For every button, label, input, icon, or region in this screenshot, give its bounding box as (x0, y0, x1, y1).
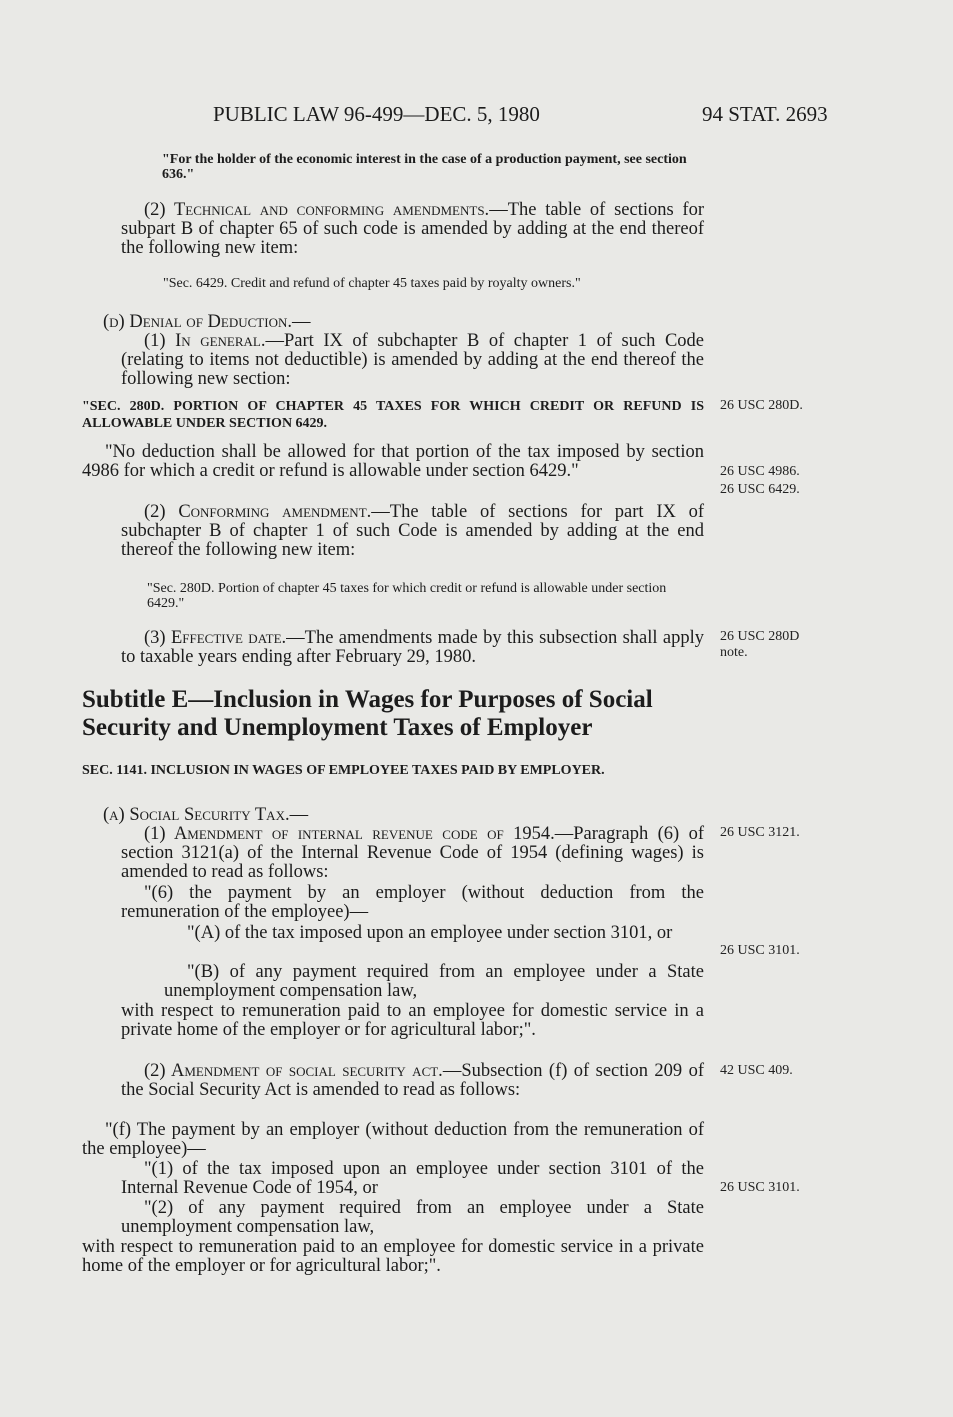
page-header-stat: 94 STAT. 2693 (702, 102, 828, 126)
paragraph-heading: (2) Amendment of social security act. (144, 1061, 443, 1081)
clause-1: "(1) of the tax imposed upon an employee under section 3101 of the Internal Revenue Code of 1954, or (121, 1159, 704, 1199)
paragraph-heading: (3) Effective date. (144, 628, 287, 648)
subsection-d-heading: (d) Denial of Deduction.— (103, 312, 311, 332)
paragraph-heading: (2) Technical and conforming amendments. (144, 200, 490, 220)
paragraph-no-deduction: "No deduction shall be allowed for that portion of the tax imposed by section 4986 for which a credit or refund is allowable under section 6429." (82, 442, 704, 482)
paragraph-text: —Subsection (f) of section 209 of the Social Security Act is amended to read as follows: (121, 1061, 704, 1101)
paragraph-heading: (1) Amendment of internal revenue code of 1954. (144, 824, 555, 844)
paragraph-text: —The amendments made by this subsection shall apply to taxable years ending after February 29, 1980. (121, 628, 705, 668)
margin-note-26usc280d: 26 USC 280D. (720, 398, 803, 413)
margin-note-26usc4986: 26 USC 4986. (720, 464, 800, 479)
margin-note-26usc3121: 26 USC 3121. (720, 825, 800, 840)
clause-2: "(2) of any payment required from an employee under a State unemployment compensation law, (121, 1198, 704, 1238)
paragraph-with-respect-1: with respect to remuneration paid to an employee for domestic service in a private home of the employer or for agricultural labor;". (121, 1001, 704, 1041)
margin-note-42usc409: 42 USC 409. (720, 1063, 793, 1078)
paragraph-text: —Paragraph (6) of section 3121(a) of the Internal Revenue Code of 1954 (defining wages) is amended to read as follows: (121, 824, 704, 883)
margin-note-26usc280d-note (720, 629, 799, 661)
table-item-6429: "Sec. 6429. Credit and refund of chapter 45 taxes paid by royalty owners." (163, 276, 581, 291)
subtitle-e-heading: Subtitle E—Inclusion in Wages for Purposes of Social Security and Unemployment Taxes of Employer (82, 686, 653, 741)
clause-b: "(B) of any payment required from an employee under a State unemployment compensation law, (164, 962, 704, 1002)
margin-note-26usc3101-2: 26 USC 3101. (720, 1180, 800, 1195)
paragraph-in-general (121, 332, 704, 390)
paragraph-amendment-irc (121, 825, 704, 883)
footnote-text: "For the holder of the economic interest in the case of a production payment, see section 636." (162, 152, 687, 182)
paragraph-amendment-ssa (121, 1062, 704, 1100)
page-header-title: PUBLIC LAW 96-499—DEC. 5, 1980 (213, 102, 540, 126)
paragraph-with-respect-2: with respect to remuneration paid to an employee for domestic service in a private home of the employer or for agricultural labor;". (82, 1237, 704, 1277)
margin-note-26usc6429: 26 USC 6429. (720, 482, 800, 497)
section-heading-text: "SEC. 280D. PORTION OF CHAPTER 45 TAXES FOR WHICH CREDIT OR REFUND IS ALLOWABLE UNDER SECTION 6429. (82, 399, 704, 431)
paragraph-text: —The table of sections for subpart B of chapter 65 of such code is amended by adding at the end thereof the following new item: (121, 200, 704, 259)
section-1141-heading: SEC. 1141. INCLUSION IN WAGES OF EMPLOYEE TAXES PAID BY EMPLOYER. (82, 763, 605, 778)
footnote-quote (162, 152, 703, 182)
margin-note-26usc3101: 26 USC 3101. (720, 943, 800, 958)
subsection-a-heading: (a) Social Security Tax.— (103, 805, 309, 825)
paragraph-technical-amendments (121, 201, 704, 259)
paragraph-heading: (2) Conforming amendment. (144, 502, 372, 522)
paragraph-6-payment: "(6) the payment by an employer (without deduction from the remuneration of the employee)— (121, 883, 704, 923)
paragraph-conforming-amendment (121, 503, 704, 561)
paragraph-text: —The table of sections for part IX of subchapter B of chapter 1 of such Code is amended by adding at the end thereof the following new item: (121, 502, 704, 561)
bleed-through-mark: ⠀ (740, 152, 751, 167)
subsection-f-text: "(f) The payment by an employer (without deduction from the remuneration of the employee)— (82, 1120, 704, 1160)
paragraph-text: —Part IX of subchapter B of chapter 1 of such Code (relating to items not deductible) is amended by adding at the end thereof the following new section: (121, 331, 705, 390)
clause-a: "(A) of the tax imposed upon an employee under section 3101, or (187, 923, 673, 943)
margin-note-line: 26 USC 280D (720, 629, 800, 644)
margin-note-line: note. (720, 645, 748, 660)
paragraph-heading: (1) In general. (144, 331, 266, 351)
paragraph-effective-date (121, 629, 704, 667)
table-item-280d: "Sec. 280D. Portion of chapter 45 taxes for which credit or refund is allowable under section 6429." (147, 581, 667, 611)
section-280d-heading (82, 398, 704, 432)
